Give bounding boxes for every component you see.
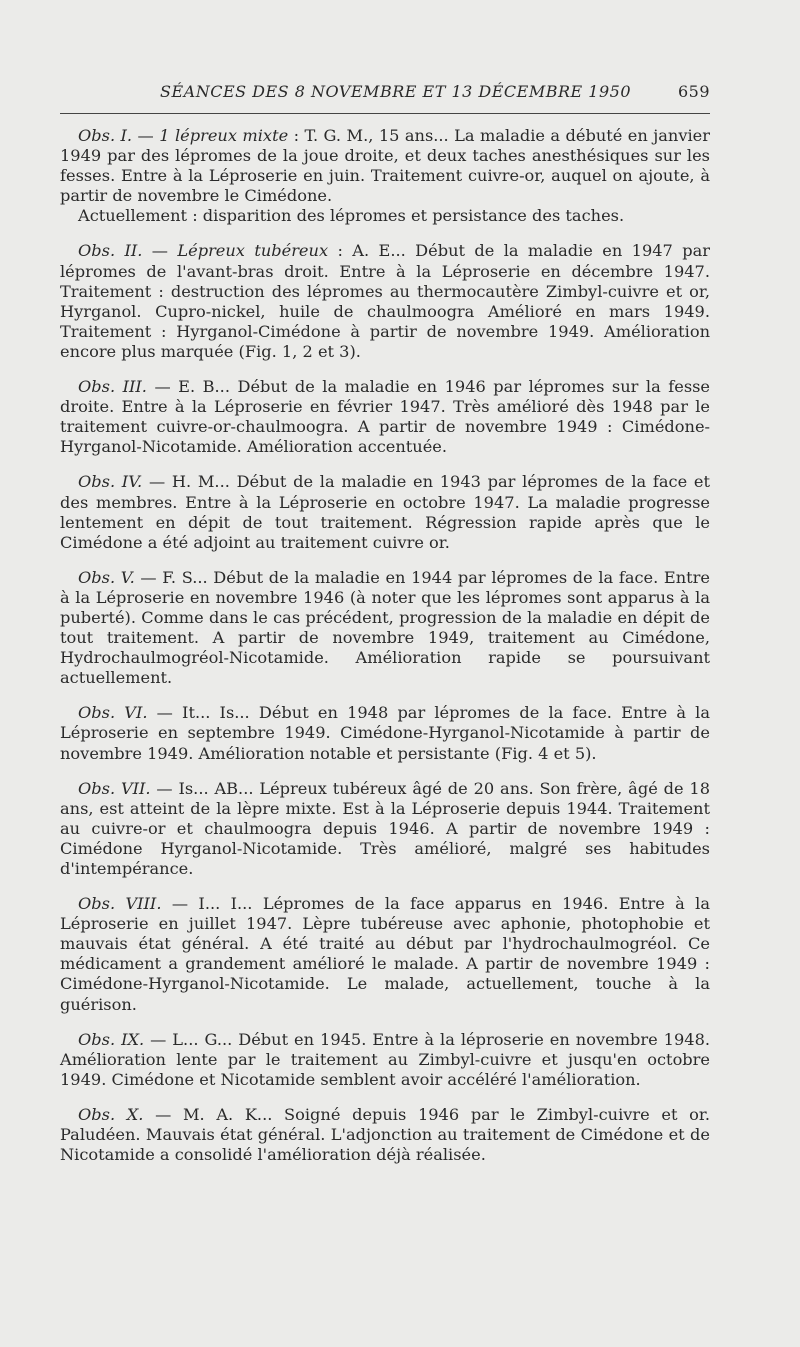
observation-continuation: Actuellement : disparition des lépromes et persistance des taches. <box>78 206 625 226</box>
observation-dash: — <box>150 778 179 798</box>
observation-6 <box>60 703 710 763</box>
observation-1 <box>60 126 710 226</box>
observation-text: I... I... Lépromes de la face apparus en 1946. Entre à la Léproserie en juillet 1947. Lèpre tubéreuse avec aphonie, photophobie et mauvais état général. A été traité au début par l'hydrochaulmogréol. Ce médicament a grandement amélioré le malade. A partir de novembre 1949 : Cimédone-Hyrganol-Nicotamide. Le malade, actuellement, touche à la guérison. <box>60 894 710 1014</box>
observation-label: Obs. II. <box>78 241 143 261</box>
observation-label: Obs. VII. <box>78 778 151 798</box>
observation-text: H. M... Début de la maladie en 1943 par lépromes de la face et des membres. Entre à la Léproserie en octobre 1947. La maladie progresse lentement en dépit de tout traitement. Régression rapide après que le Cimédone a été adjoint au traitement cuivre or. <box>60 472 711 552</box>
observation-2 <box>60 241 710 362</box>
observation-text: E. B... Début de la maladie en 1946 par lépromes sur la fesse droite. Entre à la Léproserie en février 1947. Très amélioré dès 1948 par le traitement cuivre-or-chaulmoogra. A partir de novembre 1949 : Cimédone-Hyrganol-Nicotamide. Amélioration accentuée. <box>60 377 711 457</box>
observation-7 <box>60 779 710 879</box>
observation-dash: — <box>147 703 183 723</box>
page-header <box>60 82 710 106</box>
observation-5 <box>60 568 710 689</box>
observation-dash: — <box>144 1029 173 1049</box>
observation-10 <box>60 1105 710 1165</box>
observation-label: Obs. VIII. <box>78 894 162 914</box>
observation-text: It... Is... Début en 1948 par lépromes de la face. Entre à la Léproserie en septembre 1949. Cimédone-Hyrganol-Nicotamide à partir de novembre 1949. Amélioration notable et persistante (Fig. 4 et 5). <box>60 703 710 763</box>
observation-title: 1 lépreux mixte <box>159 126 289 145</box>
observation-text: : A. E... Début de la maladie en 1947 par lépromes de l'avant-bras droit. Entre à la Léproserie en décembre 1947. Traitement : destruction des lépromes au thermocautère Zimbyl-cuivre et or, Hyrganol. Cupro-nickel, huile de chaulmoogra Amélioré en mars 1949. Traitement : Hyrganol-Cimédone à partir de novembre 1949. Amélioration encore plus marquée (Fig. 1, 2 et 3). <box>60 241 710 361</box>
header-rule <box>60 113 710 114</box>
observation-text: L... G... Début en 1945. Entre à la léproserie en novembre 1948. Amélioration lente par le traitement au Zimbyl-cuivre et jusqu'en octobre 1949. Cimédone et Nicotamide semblent avoir accéléré l'amélioration. <box>60 1029 711 1089</box>
running-head: SÉANCES DES 8 NOVEMBRE ET 13 DÉCEMBRE 1950 <box>160 82 631 101</box>
observation-label: Obs. X. <box>78 1104 144 1124</box>
page-number: 659 <box>677 82 710 101</box>
observation-label: Obs. VI. <box>78 703 148 723</box>
observation-label: Obs. V. <box>78 567 135 587</box>
observation-label: Obs. I. <box>78 126 133 145</box>
observation-title: Lépreux tubéreux <box>177 241 329 261</box>
observation-label: Obs. III. <box>78 377 147 397</box>
observation-dash: — <box>132 126 160 145</box>
observation-dash: — <box>161 894 199 914</box>
observation-3 <box>60 377 710 457</box>
observation-text: M. A. K... Soigné depuis 1946 par le Zimbyl-cuivre et or. Paludéen. Mauvais état général. L'adjonction au traitement de Cimédone et de Nicotamide a consolidé l'amélioration déjà réalisée. <box>60 1104 710 1165</box>
observation-9 <box>60 1030 710 1090</box>
observation-dash: — <box>142 241 178 261</box>
observation-8 <box>60 894 710 1015</box>
observations-list <box>60 126 710 1165</box>
observation-dash: — <box>146 377 179 397</box>
observation-text: Is... AB... Lépreux tubéreux âgé de 20 ans. Son frère, âgé de 18 ans, est atteint de la lèpre mixte. Est à la Léproserie depuis 1944. Traitement au cuivre-or et chaulmoogra depuis 1946. A partir de novembre 1949 : Cimédone Hyrganol-Nicotamide. Très amélioré, malgré ses habitudes d'intempérance. <box>60 778 711 878</box>
observation-dash: — <box>143 1104 183 1124</box>
observation-dash: — <box>142 472 172 492</box>
observation-text: F. S... Début de la maladie en 1944 par lépromes de la face. Entre à la Léproserie en novembre 1946 (à noter que les lépromes sont apparus à la puberté). Comme dans le cas précédent, progression de la maladie en dépit de tout traitement. A partir de novembre 1949, traitement au Cimédone, Hydrochaulmogréol-Nicotamide. Amélioration rapide se poursuivant actuellement. <box>60 567 710 688</box>
observation-label: Obs. IX. <box>78 1029 145 1049</box>
observation-text: : T. G. M., 15 ans... La maladie a débuté en janvier 1949 par des lépromes de la joue droite, et deux taches anesthésiques sur les fesses. Entre à la Léproserie en juin. Traitement cuivre-or, auquel on ajoute, à partir de novembre le Cimédone. <box>60 126 710 206</box>
observation-dash: — <box>134 567 163 587</box>
observation-label: Obs. IV. <box>78 472 143 492</box>
observation-4 <box>60 472 710 552</box>
